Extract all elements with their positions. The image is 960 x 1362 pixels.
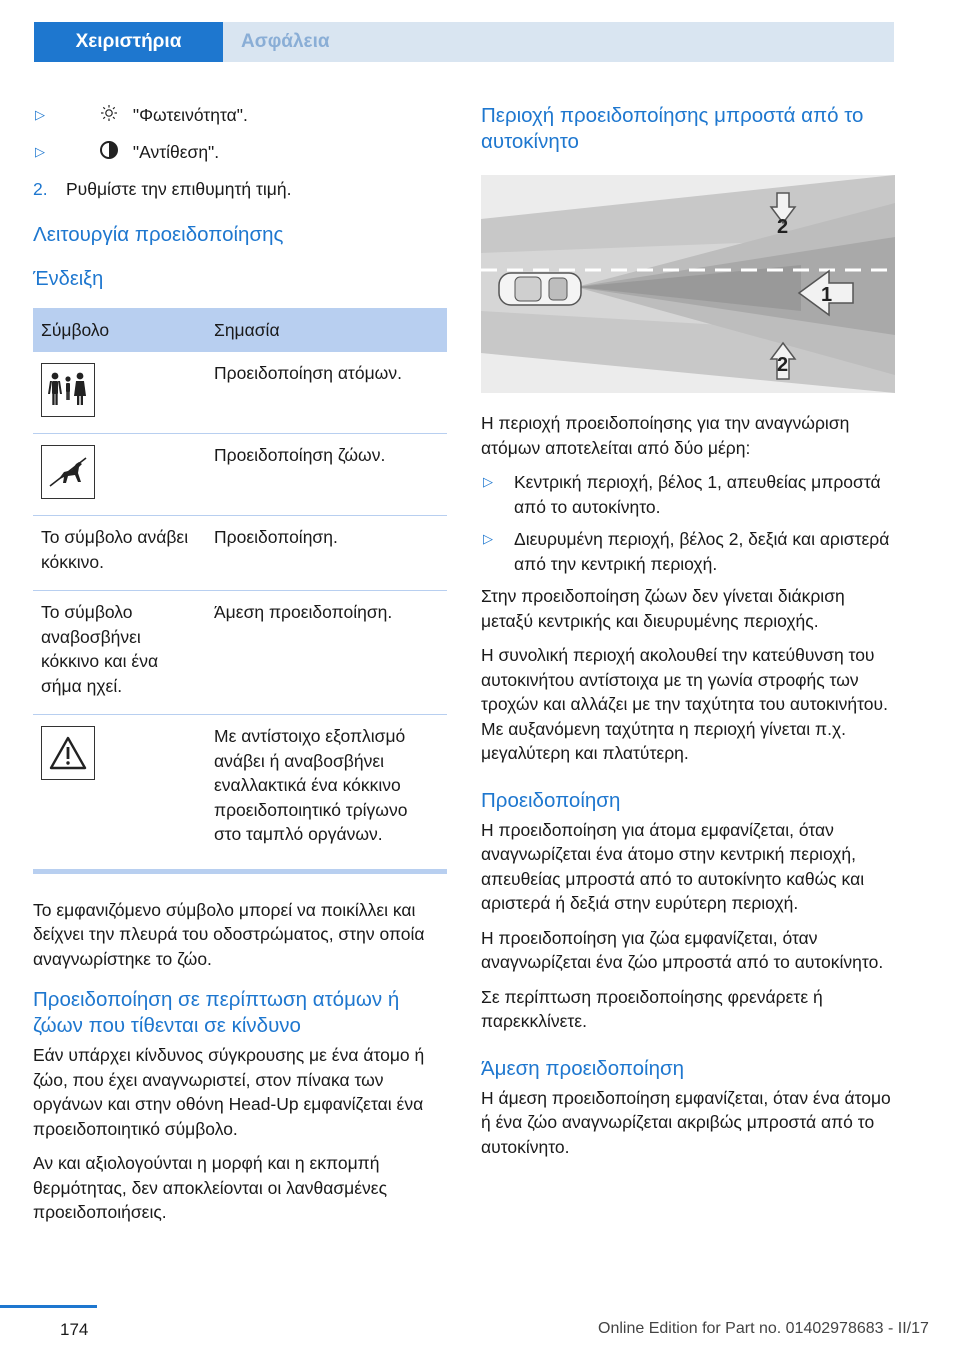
paragraph: Η προειδοποίηση για άτομα εμφανίζεται, όταν αναγνωρίζεται ένα άτομο στην κεντρική περιοχή, απευθείας μπροστά από το αυτοκίνητο καθώς και αριστερά ή δεξιά στην ευρύτερη περιοχή.	[481, 819, 865, 913]
paragraph: Αν και αξιολογούνται η μορφή και η εκπομπή θερμότητας, δεν αποκλείονται οι λανθασμένες προειδοποιήσεις.	[33, 1153, 388, 1223]
right-column	[481, 103, 895, 1169]
table-header-symbol: Σύμβολο	[33, 308, 206, 353]
table-cell-meaning: Προειδοποίηση ζώων.	[206, 434, 447, 516]
paragraph: Η άμεση προειδοποίηση εμφανίζεται, όταν ένα άτομο ή ένα ζώο αναγνωρίζεται ακριβώς μπροστά από το αυτοκίνητο.	[481, 1087, 891, 1157]
list-item	[481, 470, 895, 519]
paragraph: Το εμφανιζόμενο σύμβολο μπορεί να ποικίλλει και δείχνει την πλευρά του οδοστρώματος, στην οποία αναγνωρίστηκε το ζώο.	[33, 899, 425, 969]
table-end-rule	[33, 869, 447, 874]
warning-zone-figure	[481, 175, 895, 393]
warning-triangle-icon	[41, 726, 95, 780]
bullet-text: Κεντρική περιοχή, βέλος 1, απευθείας μπροστά από το αυτοκίνητο.	[514, 472, 881, 517]
bullet-triangle-icon: ▷	[483, 531, 493, 546]
table-cell-meaning: Άμεση προειδοποίηση.	[206, 591, 447, 715]
table-cell-symbol	[33, 434, 206, 516]
paragraph: Η περιοχή προειδοποίησης για την αναγνώριση ατόμων αποτελείται από δύο μέρη:	[481, 413, 850, 458]
step-item	[33, 177, 447, 202]
bullet-contrast-text: "Αντίθεση".	[132, 141, 220, 162]
sun-icon	[98, 104, 120, 129]
left-column	[33, 103, 447, 1235]
table-cell-symbol: Το σύμβολο αναβοσβήνει κόκκινο και ένα σήμα ηχεί.	[33, 591, 206, 715]
animal-warning-icon	[41, 445, 95, 499]
paragraph: Σε περίπτωση προειδοποίησης φρενάρετε ή παρεκκλίνετε.	[481, 986, 823, 1031]
step-text: Ρυθμίστε την επιθυμητή τιμή.	[66, 179, 292, 200]
bullet-triangle-icon: ▷	[483, 474, 493, 489]
table-cell-meaning: Προειδοποίηση ατόμων.	[206, 352, 447, 434]
tab-controls[interactable]	[34, 22, 223, 62]
table-row	[33, 591, 447, 715]
page-number: 174	[60, 1320, 89, 1339]
bullet-triangle-icon: ▷	[35, 107, 45, 122]
table-cell-symbol: Το σύμβολο ανάβει κόκκινο.	[33, 516, 206, 591]
paragraph: Η προειδοποίηση για ζώα εμφανίζεται, όταν αναγνωρίζεται ένα ζώο μπροστά από το αυτοκίνητο.	[481, 927, 884, 972]
figure-label-2-top: 2	[777, 216, 789, 238]
list-item	[33, 140, 447, 167]
section-heading: Περιοχή προειδοποίησης μπροστά από το αυτοκίνητο	[481, 104, 864, 153]
paragraph: Η συνολική περιοχή ακολουθεί την κατεύθυνση του αυτοκινήτου αντίστοιχα με τη γωνία στροφής των τροχών και αλλάζει με την ταχύτητα του αυτοκινήτου. Με αυξανόμενη ταχύτητα η περιοχή γίνεται π.χ. μεγαλύτερη και πλατύτερη.	[481, 645, 888, 763]
section-heading: Λειτουργία προειδοποίησης	[33, 222, 284, 246]
figure-label-1: 1	[821, 284, 833, 306]
tab-safety[interactable]	[223, 22, 894, 62]
tab-safety-label: Ασφάλεια	[241, 31, 330, 52]
table-cell-meaning: Προειδοποίηση.	[206, 516, 447, 591]
bullet-triangle-icon: ▷	[35, 143, 45, 159]
table-header-row	[33, 308, 447, 353]
table-row	[33, 516, 447, 591]
symbol-table	[33, 308, 447, 863]
contrast-icon	[98, 140, 120, 167]
table-row	[33, 434, 447, 516]
section-heading: Προειδοποίηση σε περίπτωση ατόμων ή ζώων που τίθενται σε κίνδυνο	[33, 988, 400, 1038]
step-number: 2.	[33, 179, 48, 200]
header-bar	[0, 0, 960, 62]
subsection-heading: Ένδειξη	[33, 267, 104, 290]
bullet-text: Διευρυμένη περιοχή, βέλος 2, δεξιά και αριστερά από την κεντρική περιοχή.	[514, 529, 890, 574]
table-cell-symbol	[33, 352, 206, 434]
list-item	[33, 103, 447, 129]
section-heading: Άμεση προειδοποίηση	[481, 1056, 685, 1080]
edition-text: Online Edition for Part no. 01402978683 - II/17	[598, 1320, 929, 1337]
persons-warning-icon	[41, 363, 95, 417]
figure-label-2-bottom: 2	[777, 354, 789, 376]
car-icon	[499, 273, 581, 305]
bullet-brightness-text: "Φωτεινότητα".	[132, 105, 248, 125]
table-cell-meaning: Με αντίστοιχο εξοπλισμό ανάβει ή αναβοσβήνει εναλλακτικά ένα κόκκινο προειδοποιητικό τρίγωνο στο ταμπλό οργάνων.	[214, 726, 408, 845]
table-row	[33, 715, 447, 863]
section-heading: Προειδοποίηση	[481, 788, 621, 812]
table-cell-symbol	[33, 715, 206, 863]
table-header-meaning: Σημασία	[206, 308, 447, 353]
footer-rule	[0, 1305, 97, 1308]
paragraph: Εάν υπάρχει κίνδυνος σύγκρουσης με ένα άτομο ή ζώο, που έχει αναγνωριστεί, στον πίνακα των οργάνων και στην οθόνη Head-Up εμφανίζεται ένα προειδοποιητικό σύμβολο.	[33, 1045, 425, 1139]
list-item	[481, 527, 895, 576]
tab-controls-label: Χειριστήρια	[75, 31, 182, 52]
paragraph: Στην προειδοποίηση ζώων δεν γίνεται διάκριση μεταξύ κεντρικής και διευρυμένης περιοχής.	[481, 586, 845, 631]
table-row	[33, 352, 447, 434]
